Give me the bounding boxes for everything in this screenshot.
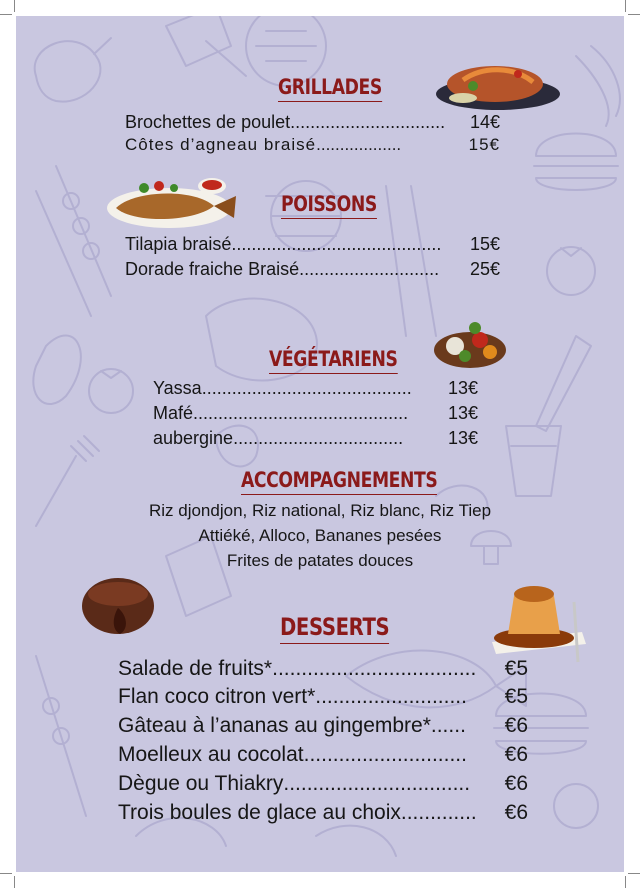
crop-mark bbox=[625, 0, 626, 12]
grilled-fish-plate-image bbox=[433, 54, 563, 114]
section-title-accompagnements: ACCOMPAGNEMENTS bbox=[241, 468, 437, 492]
vegetarian-dish-image bbox=[430, 316, 510, 372]
crop-mark bbox=[0, 873, 12, 874]
menu-item: Côtes d’agneau braisé .................. 15€ bbox=[125, 135, 500, 154]
crop-mark bbox=[14, 876, 15, 888]
crop-mark bbox=[625, 876, 626, 888]
crop-mark bbox=[628, 873, 640, 874]
side-dishes-line: Frites de patates douces bbox=[226, 551, 414, 570]
section-title-vegetariens: VÉGÉTARIENS bbox=[269, 347, 397, 371]
menu-item: Gâteau à l’ananas au gingembre* ...... €6 bbox=[118, 714, 528, 737]
crop-mark bbox=[0, 14, 12, 15]
menu-item: Tilapia braisé .......................................... 15€ bbox=[125, 234, 500, 254]
menu-item: Yassa .......................................... 13€ bbox=[153, 378, 478, 398]
section-title-desserts: DESSERTS bbox=[280, 613, 389, 641]
menu-item: Trois boules de glace au choix ............. €6 bbox=[118, 801, 528, 824]
side-dishes-line: Riz djondjon, Riz national, Riz blanc, Riz Tiep bbox=[148, 501, 492, 520]
crop-mark bbox=[14, 0, 15, 12]
menu-item: Mafé ........................................... 13€ bbox=[153, 403, 478, 423]
menu-item: Brochettes de poulet ............................... 14€ bbox=[125, 112, 500, 132]
menu-item: Moelleux au cocolat ............................ €6 bbox=[118, 743, 528, 766]
section-title-grillades: GRILLADES bbox=[278, 75, 382, 99]
menu-item: Salade de fruits* ................................... €5 bbox=[118, 657, 528, 680]
grilled-tilapia-plate-image bbox=[104, 174, 244, 234]
menu-item: Flan coco citron vert* .......................... €5 bbox=[118, 685, 528, 708]
menu-item: Dorade fraiche Braisé ............................ 25€ bbox=[125, 259, 500, 279]
side-dishes-line: Attiéké, Alloco, Bananes pesées bbox=[198, 526, 442, 545]
menu-item: Dègue ou Thiakry ................................ €6 bbox=[118, 772, 528, 795]
coconut-flan-image bbox=[482, 572, 594, 668]
menu-page bbox=[16, 16, 624, 872]
crop-mark bbox=[628, 14, 640, 15]
section-title-poissons: POISSONS bbox=[281, 192, 377, 216]
chocolate-lava-cake-image bbox=[78, 574, 158, 640]
menu-item: aubergine .................................. 13€ bbox=[153, 428, 478, 448]
